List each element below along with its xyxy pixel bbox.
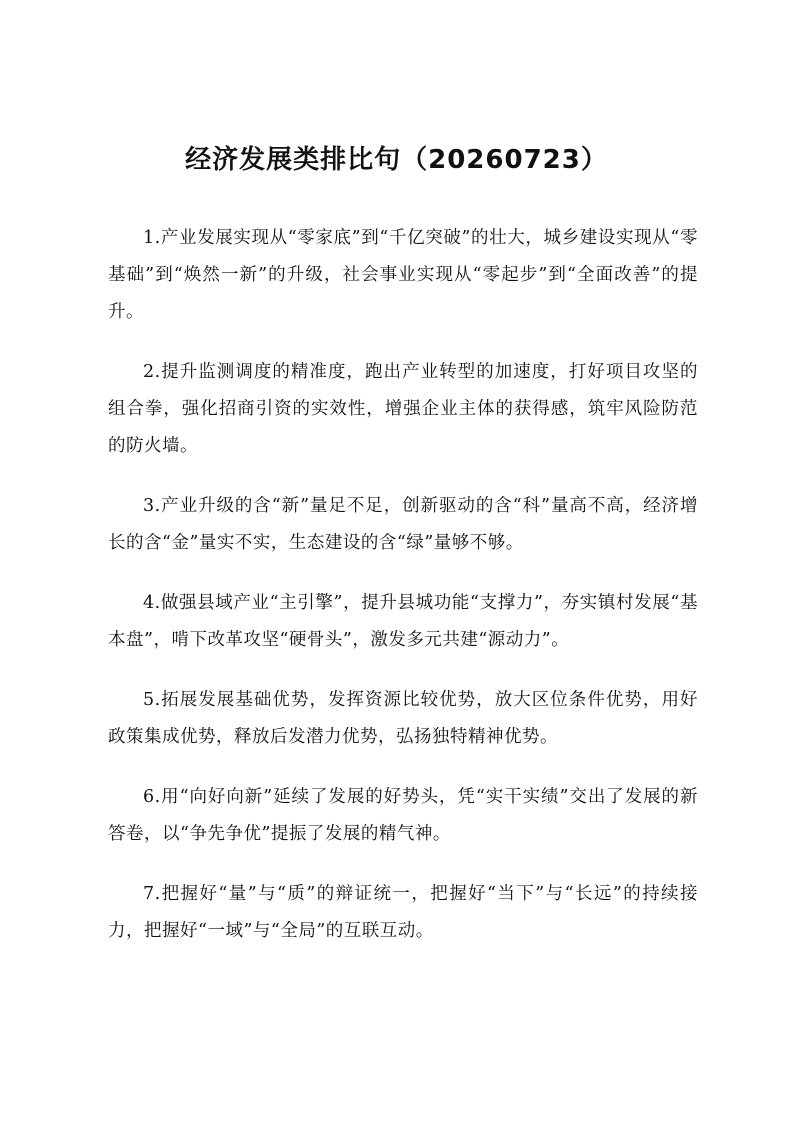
document-title: 经济发展类排比句（20260723） <box>185 145 608 175</box>
paragraph-5: 5.拓展发展基础优势，发挥资源比较优势，放大区位条件优势，用好政策集成优势，释放后发潜力优势，弘扬独特精神优势。 <box>108 690 698 747</box>
paragraph-3: 3.产业升级的含“新”量足不足，创新驱动的含“科”量高不高，经济增长的含“金”量实不实，生态建设的含“绿”量够不够。 <box>108 496 698 553</box>
paragraph-2: 2.提升监测调度的精准度，跑出产业转型的加速度，打好项目攻坚的组合拳，强化招商引资的实效性，增强企业主体的获得感，筑牢风险防范的防火墙。 <box>108 362 698 456</box>
document-body <box>108 220 698 973</box>
paragraph-7: 7.把握好“量”与“质”的辩证统一，把握好“当下”与“长远”的持续接力，把握好“一域”与“全局”的互联互动。 <box>108 884 698 941</box>
paragraph-6: 6.用“向好向新”延续了发展的好势头，凭“实干实绩”交出了发展的新答卷，以“争先争优”提振了发展的精气神。 <box>108 787 698 844</box>
paragraph-4: 4.做强县域产业“主引擎”，提升县城功能“支撑力”，夯实镇村发展“基本盘”，啃下改革攻坚“硬骨头”，激发多元共建“源动力”。 <box>108 593 698 650</box>
paragraph-1: 1.产业发展实现从“零家底”到“千亿突破”的壮大，城乡建设实现从“零基础”到“焕然一新”的升级，社会事业实现从“零起步”到“全面改善”的提升。 <box>108 228 698 322</box>
